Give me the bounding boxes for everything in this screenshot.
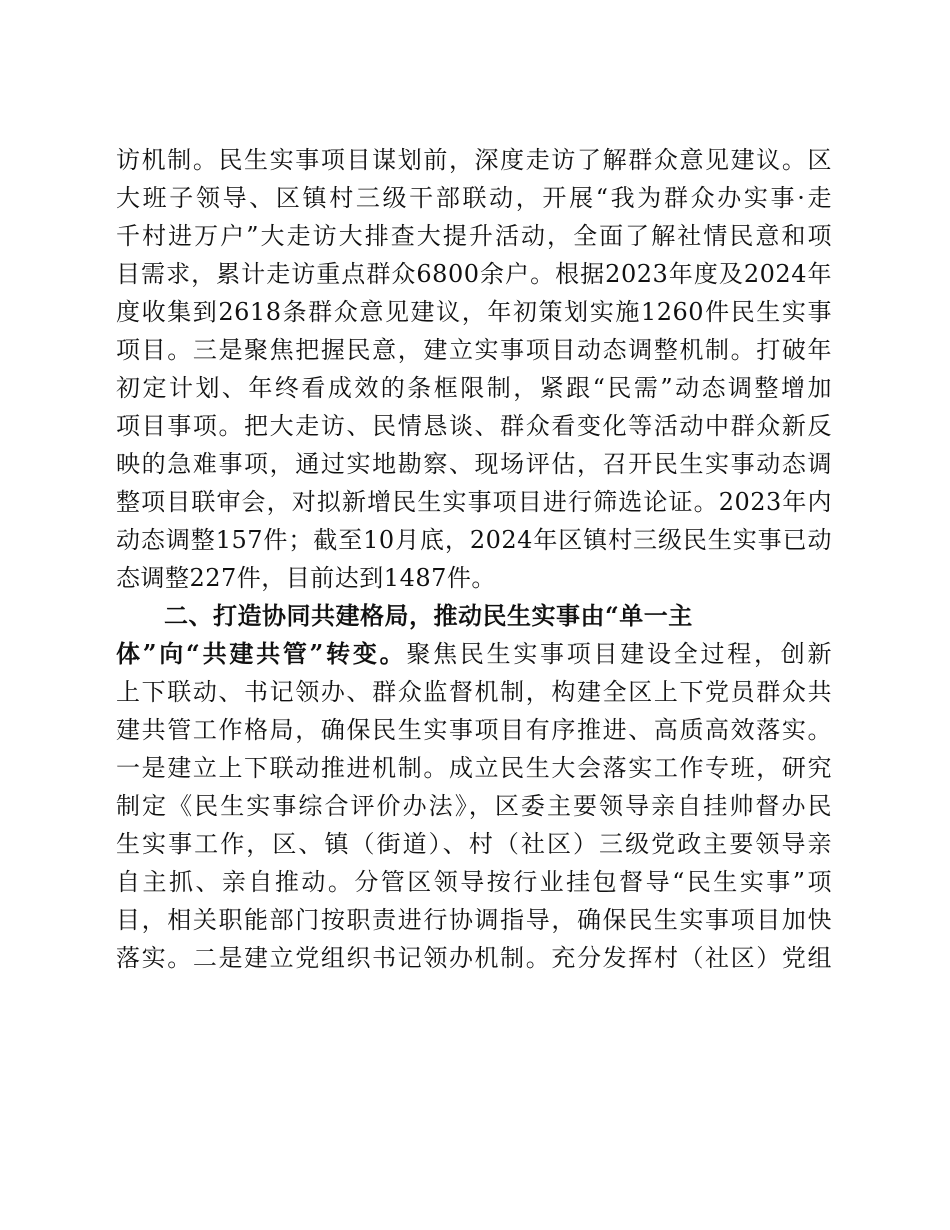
text-line: 整项目联审会，对拟新增民生实事项目进行筛选论证。2023年内: [116, 488, 832, 516]
text-line: 落实。二是建立党组织书记领办机制。充分发挥村（社区）党组: [116, 944, 832, 972]
text-line: 度收集到2618条群众意见建议，年初策划实施1260件民生实事: [116, 298, 832, 326]
text-line: 目，相关职能部门按职责进行协调指导，确保民生实事项目加快: [116, 906, 832, 934]
document-body: [116, 141, 832, 977]
text-line: 千村进万户”大走访大排查大提升活动，全面了解社情民意和项: [116, 222, 832, 250]
text-line: 建共管工作格局，确保民生实事项目有序推进、高质高效落实。: [116, 716, 832, 744]
section-heading: 二、打造协同共建格局，推动民生实事由“单一主: [164, 601, 693, 630]
text-line: 访机制。民生实事项目谋划前，深度走访了解群众意见建议。区: [116, 146, 832, 174]
text-line: 态调整227件，目前达到1487件。: [116, 564, 496, 592]
text-line: 项目事项。把大走访、民情恳谈、群众看变化等活动中群众新反: [116, 412, 832, 440]
text-line: 生实事工作，区、镇（街道）、村（社区）三级党政主要领导亲: [116, 830, 832, 858]
text-line: 自主抓、亲自推动。分管区领导按行业挂包督导“民生实事”项: [116, 868, 832, 896]
text-span: 聚焦民生实事项目建设全过程，创新: [406, 640, 832, 668]
paragraph-1: [116, 141, 832, 597]
text-line: 初定计划、年终看成效的条框限制，紧跟“民需”动态调整增加: [116, 374, 832, 402]
text-line: 动态调整157件；截至10月底，2024年区镇村三级民生实事已动: [116, 526, 832, 554]
text-line: 大班子领导、区镇村三级干部联动，开展“我为群众办实事·走: [116, 184, 832, 212]
text-line: 目需求，累计走访重点群众6800余户。根据2023年度及2024年: [116, 260, 832, 288]
text-line: 一是建立上下联动推进机制。成立民生大会落实工作专班，研究: [116, 754, 832, 782]
text-line: [116, 635, 832, 673]
section-2: [116, 597, 832, 977]
text-line: 项目。三是聚焦把握民意，建立实事项目动态调整机制。打破年: [116, 336, 832, 364]
text-line: 上下联动、书记领办、群众监督机制，构建全区上下党员群众共: [116, 678, 832, 706]
text-line: 映的急难事项，通过实地勘察、现场评估，召开民生实事动态调: [116, 450, 832, 478]
section-heading-continuation: 体”向“共建共管”转变。: [116, 639, 407, 668]
text-line: 制定《民生实事综合评价办法》，区委主要领导亲自挂帅督办民: [116, 792, 832, 820]
